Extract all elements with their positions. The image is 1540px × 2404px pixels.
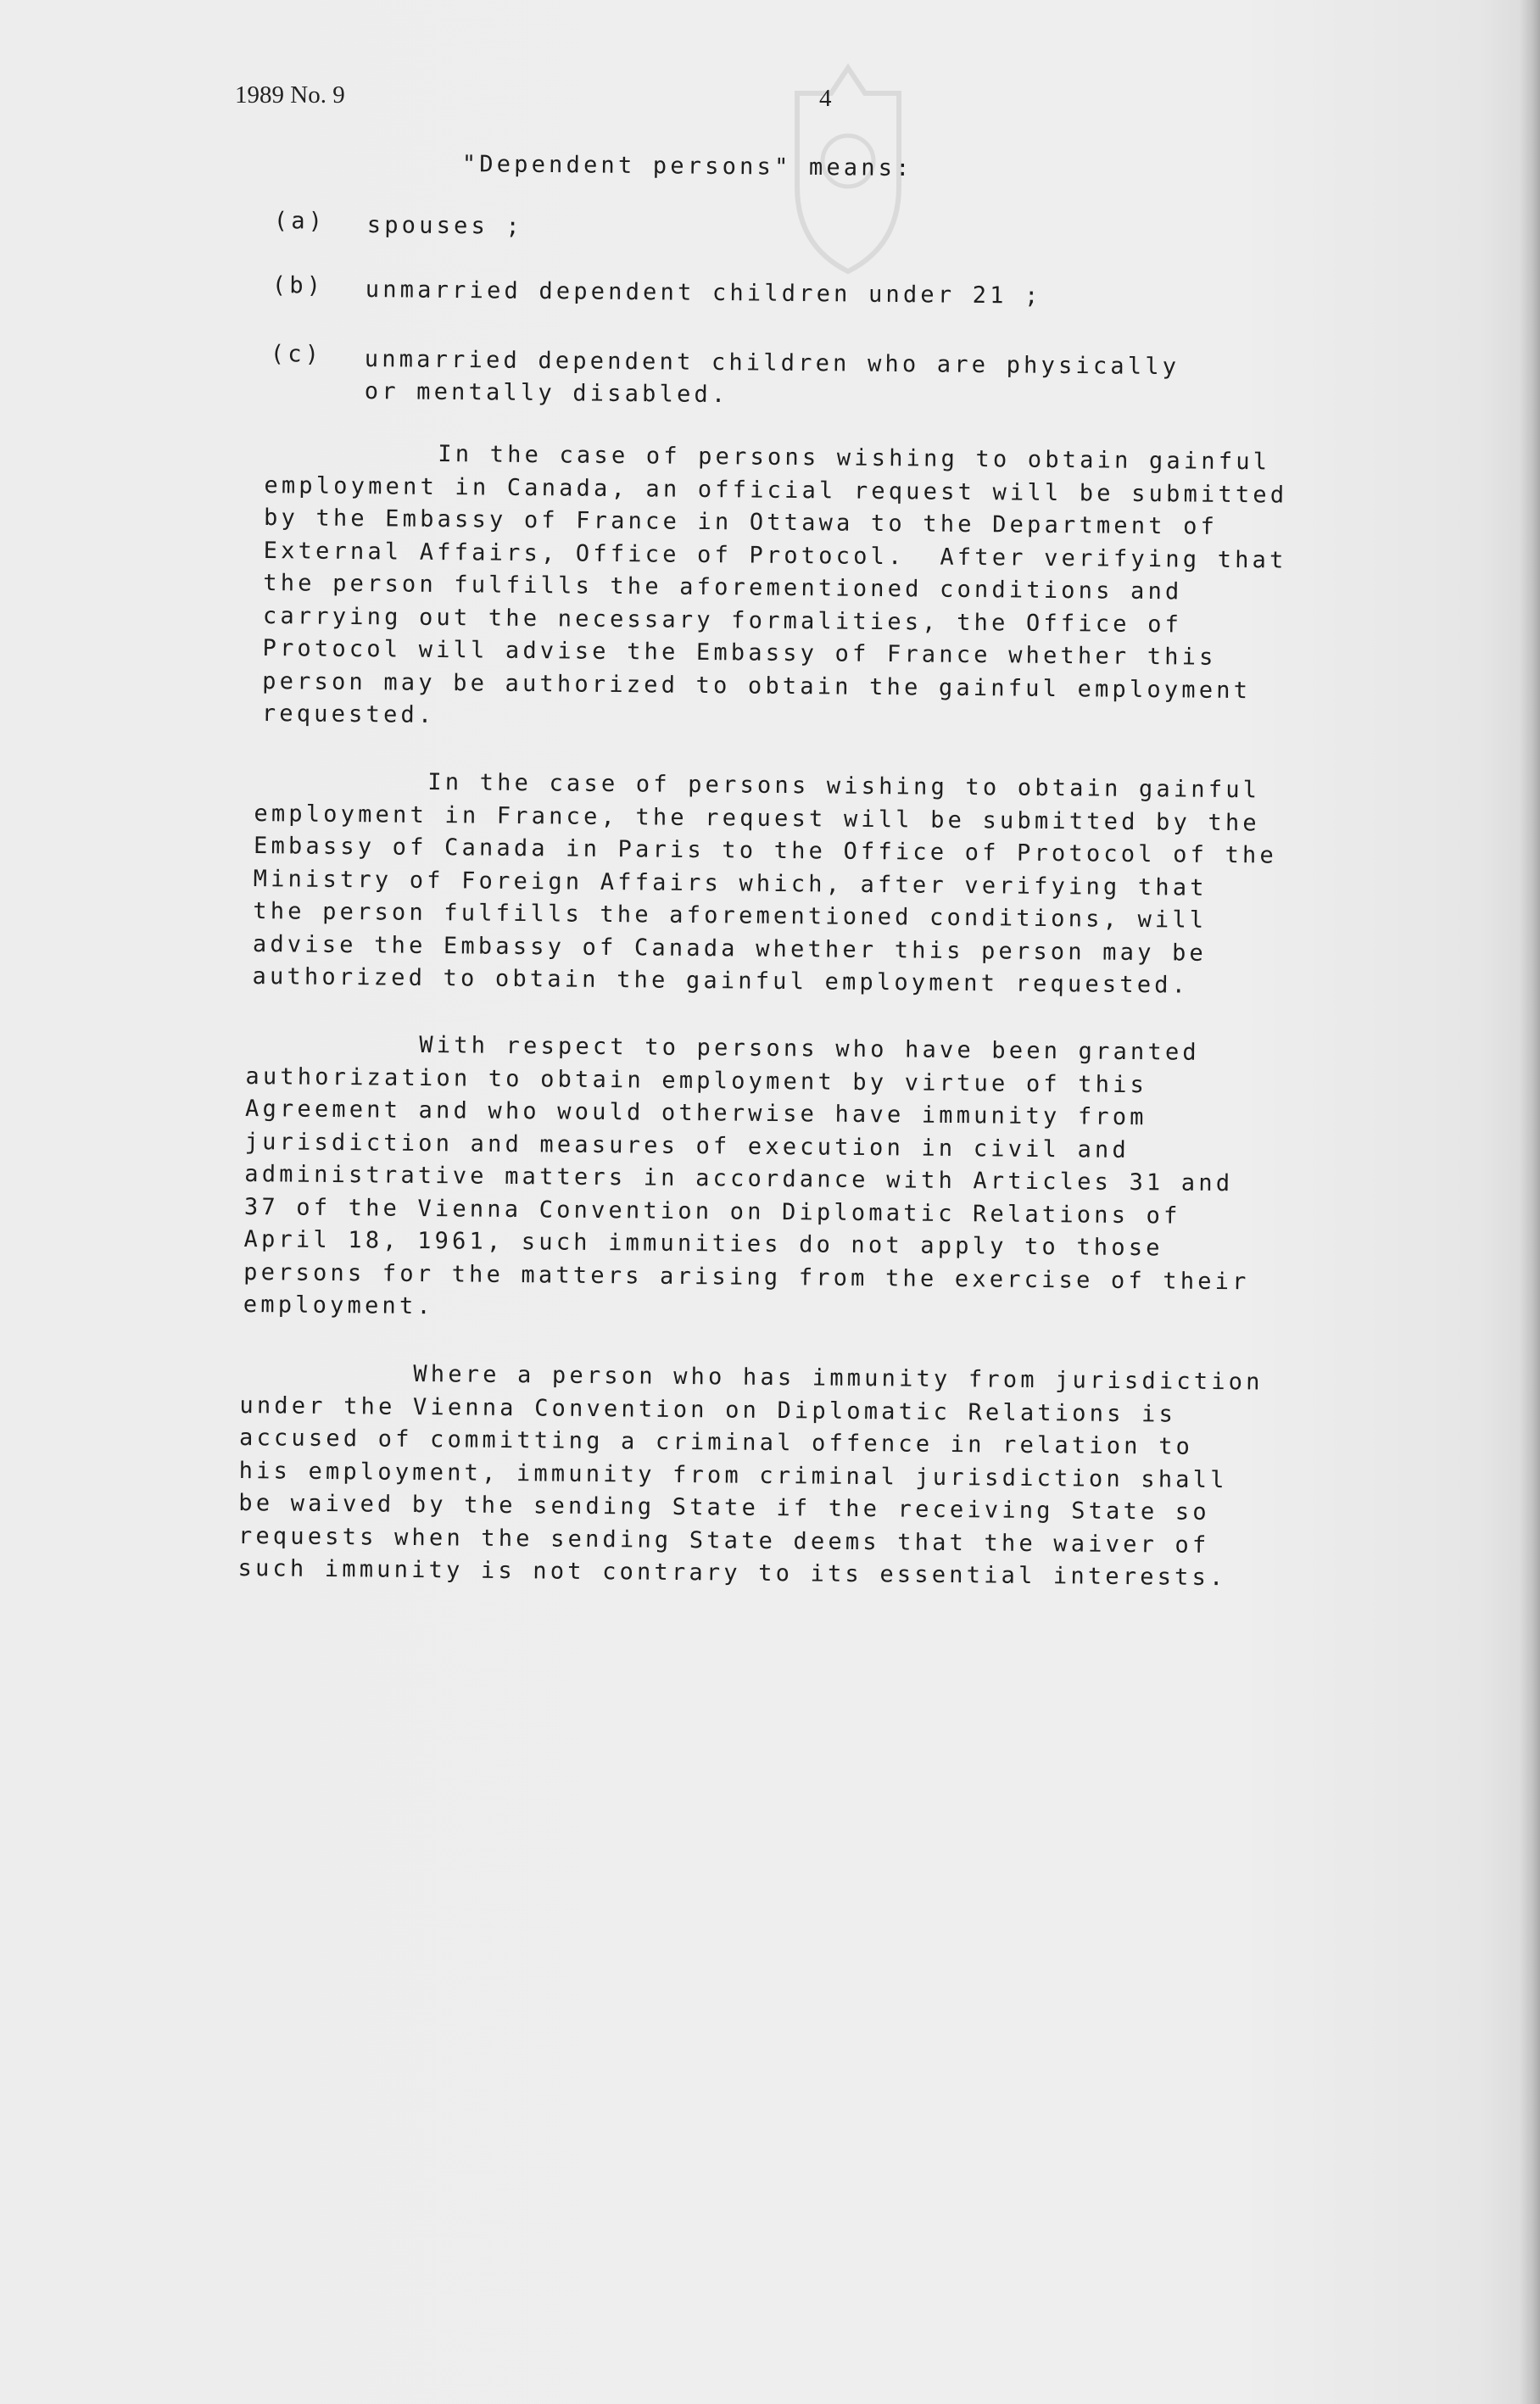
item-label-c: (c) xyxy=(270,341,323,368)
paragraph-line: accused of committing a criminal offence in relation to xyxy=(238,1424,1194,1460)
paragraph-line: persons for the matters arising from the exercise of their xyxy=(243,1258,1250,1295)
paragraph-line: person may be authorized to obtain the gainful employment xyxy=(262,667,1252,704)
paragraph-line: under the Vienna Convention on Diplomatic Relations is xyxy=(239,1392,1177,1428)
paragraph-line: In the case of persons wishing to obtain gainful xyxy=(264,438,1271,476)
paragraph-line: advise the Embassy of Canada whether this person may be xyxy=(252,930,1208,967)
definition-heading: "Dependent persons" means: xyxy=(461,151,913,182)
paragraph-line: requests when the sending State deems that the waiver of xyxy=(237,1522,1210,1559)
paragraph-france-employment xyxy=(252,765,1425,1005)
item-text-c-continued: or mentally disabled. xyxy=(364,378,729,409)
paragraph-line: Where a person who has immunity from jurisdiction xyxy=(239,1358,1264,1396)
paragraph-line: jurisdiction and measures of execution in civil and xyxy=(244,1128,1130,1163)
page-number: 4 xyxy=(819,85,832,112)
paragraph-line: Agreement and who would otherwise have immunity from xyxy=(244,1095,1147,1131)
paragraph-line: employment in France, the request will be submitted by the xyxy=(254,800,1260,836)
paragraph-line: Embassy of Canada in Paris to the Office of Protocol of the xyxy=(253,832,1278,869)
paragraph-immunity-civil xyxy=(243,1028,1416,1333)
paragraph-line: Protocol will advise the Embassy of France whether this xyxy=(262,634,1217,671)
paragraph-line: requested. xyxy=(261,700,436,728)
page-edge-shadow xyxy=(1520,0,1540,2404)
paragraph-line: In the case of persons wishing to obtain gainful xyxy=(254,767,1261,804)
paragraph-line: authorization to obtain employment by virtue of this xyxy=(245,1063,1148,1098)
document-reference: 1989 No. 9 xyxy=(235,81,345,109)
paragraph-line: employment. xyxy=(243,1291,435,1320)
paragraph-line: authorized to obtain the gainful employment requested. xyxy=(252,962,1190,999)
item-label-a: (a) xyxy=(273,208,326,235)
paragraph-line: carrying out the necessary formalities, the Office of xyxy=(262,602,1183,638)
item-text-b: unmarried dependent children under 21 ; xyxy=(365,276,1042,310)
paragraph-line: Ministry of Foreign Affairs which, after verifying that xyxy=(253,865,1208,901)
paragraph-line: such immunity is not contrary to its essential interests. xyxy=(237,1554,1227,1592)
paragraph-canada-employment xyxy=(262,437,1435,742)
paragraph-line: 37 of the Vienna Convention on Diplomatic Relations of xyxy=(243,1193,1181,1230)
paragraph-line: the person fulfills the aforementioned conditions and xyxy=(263,569,1183,605)
paragraph-line: With respect to persons who have been granted xyxy=(245,1029,1200,1066)
paragraph-line: by the Embassy of France in Ottawa to the Department of xyxy=(263,504,1219,540)
paragraph-line: employment in Canada, an official request will be submitted xyxy=(264,471,1288,509)
paragraph-line: External Affairs, Office of Protocol. After verifying that xyxy=(263,537,1287,574)
item-text-c: unmarried dependent children who are physically xyxy=(364,346,1180,381)
paragraph-line: administrative matters in accordance with Articles 31 and xyxy=(244,1160,1234,1197)
paragraph-line: be waived by the sending State if the receiving State so xyxy=(238,1489,1210,1526)
item-text-a: spouses ; xyxy=(366,212,524,240)
paragraph-line: the person fulfills the aforementioned conditions, will xyxy=(253,897,1208,934)
paragraph-immunity-criminal xyxy=(237,1357,1410,1597)
item-label-b: (b) xyxy=(271,272,325,299)
paragraph-line: April 18, 1961, such immunities do not apply to those xyxy=(243,1225,1163,1262)
paragraph-line: his employment, immunity from criminal jurisdiction shall xyxy=(238,1457,1228,1493)
